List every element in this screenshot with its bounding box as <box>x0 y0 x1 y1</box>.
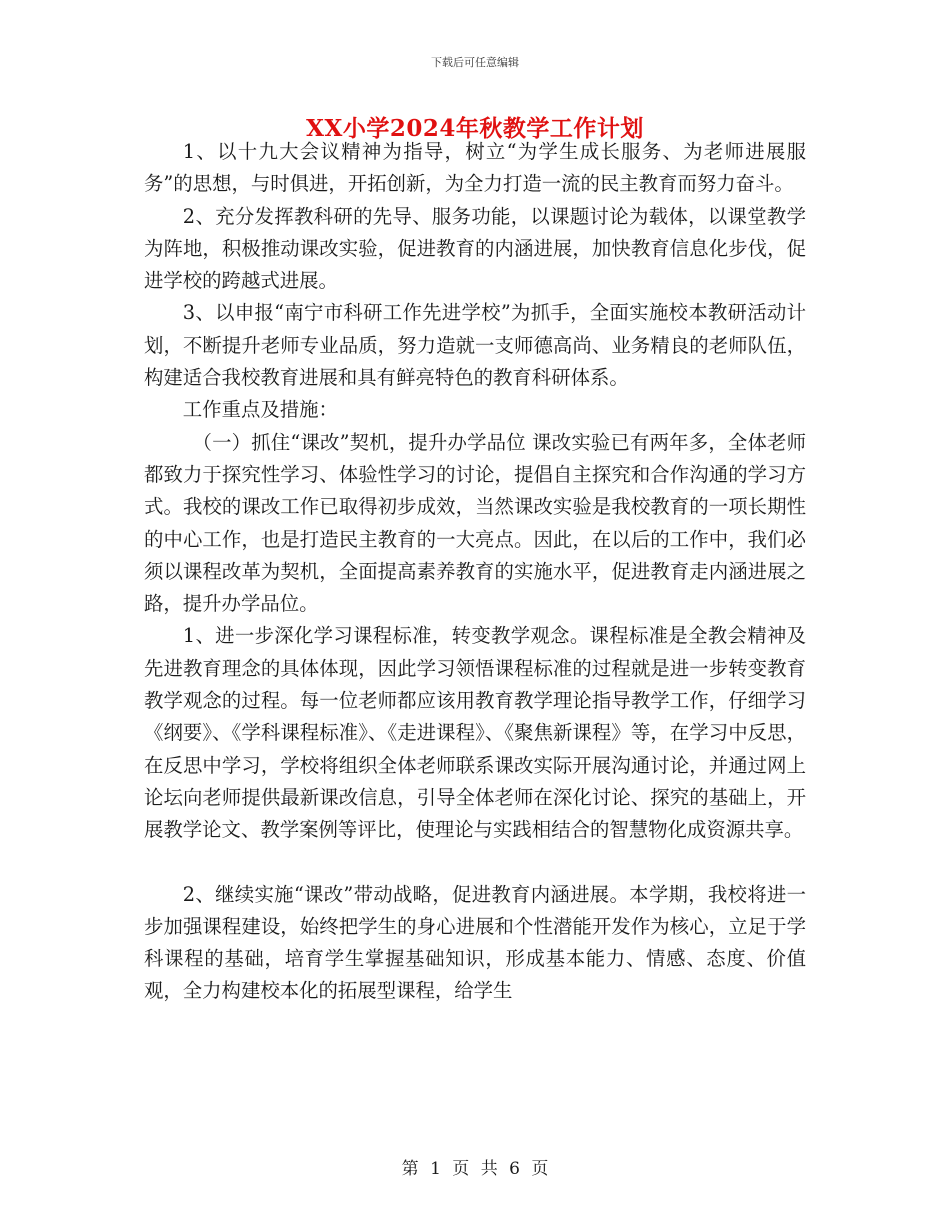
footer-total-word: 共 <box>480 1159 498 1179</box>
document-title: XX小学2024年秋教学工作计划 <box>306 115 644 142</box>
paragraph-section-1: （一）抓住“课改”契机，提升办学品位 课改实验已有两年多，全体老师都致力于探究性学习、体验性学习的讨论，提倡自主探究和合作沟通的学习方式。我校的课改工作已取得初步成效，当然课改实验是我校教育的一项长期性的中心工作，也是打造民主教育的一大亮点。因此，在以后的工作中，我们必须以课程改革为契机，全面提高素养教育的实施水平，促进教育走内涵进展之路，提升办学品位。 <box>144 430 806 616</box>
document-body <box>144 136 806 1008</box>
page-footer <box>0 1154 950 1179</box>
paragraph-1: 1、以十九大会议精神为指导，树立“为学生成长服务、为老师进展服务”的思想，与时俱进，开拓创新，为全力打造一流的民主教育而努力奋斗。 <box>144 140 806 196</box>
paragraph-item-2: 2、继续实施“课改”带动战略，促进教育内涵进展。本学期，我校将进一步加强课程建设，始终把学生的身心进展和个性潜能开发作为核心，立足于学科课程的基础，培育学生掌握基础知识，形成基本能力、情感、态度、价值观，全力构建校本化的拓展型课程，给学生 <box>144 882 806 1003</box>
footer-total-pages: 6 <box>509 1159 520 1179</box>
paragraph-3: 3、以申报“南宁市科研工作先进学校”为抓手，全面实施校本教研活动计划，不断提升老师专业品质，努力造就一支师德高尚、业务精良的老师队伍，构建适合我校教育进展和具有鲜亮特色的教育科研体系。 <box>144 301 806 390</box>
footer-page-word: 页 <box>452 1159 470 1179</box>
footer-suffix: 页 <box>531 1159 549 1179</box>
section-heading-measures: 工作重点及措施： <box>182 398 338 422</box>
paragraph-2: 2、充分发挥教科研的先导、服务功能，以课题讨论为载体，以课堂教学为阵地，积极推动课改实验，促进教育的内涵进展，加快教育信息化步伐，促进学校的跨越式进展。 <box>144 204 806 293</box>
footer-prefix: 第 <box>401 1159 419 1179</box>
footer-page-number: 1 <box>430 1159 441 1179</box>
paragraph-item-1: 1、进一步深化学习课程标准，转变教学观念。课程标准是全教会精神及先进教育理念的具体体现，因此学习领悟课程标准的过程就是进一步转变教育教学观念的过程。每一位老师都应该用教育教学理论指导教学工作，仔细学习《纲要》、《学科课程标准》、《走进课程》、《聚焦新课程》等，在学习中反思，在反思中学习，学校将组织全体老师联系课改实际开展沟通讨论，并通过网上论坛向老师提供最新课改信息，引导全体老师在深化讨论、探究的基础上，开展教学论文、教学案例等评比，使理论与实践相结合的智慧物化成资源共享。 <box>144 624 806 842</box>
header-note: 下载后可任意编辑 <box>431 56 519 69</box>
